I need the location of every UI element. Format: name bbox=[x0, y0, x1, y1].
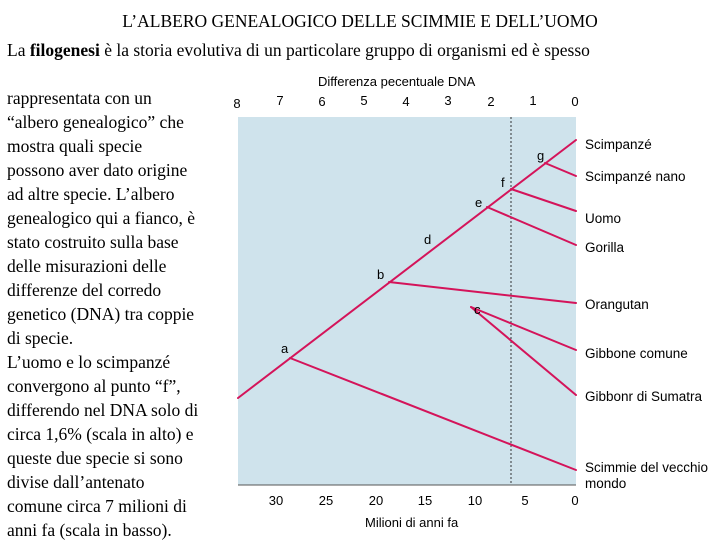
side-text-line: differendo nel DNA solo di bbox=[7, 400, 199, 420]
species-label-scimmie-vecchio-mondo-line2: mondo bbox=[585, 476, 627, 491]
node-label-a: a bbox=[281, 341, 289, 356]
node-label-b: b bbox=[377, 267, 385, 282]
top-tick: 7 bbox=[276, 93, 284, 108]
bottom-tick: 30 bbox=[268, 493, 284, 508]
node-label-c: c bbox=[474, 302, 481, 317]
side-text-line: anni fa (scala in basso). bbox=[7, 520, 172, 540]
intro-after: è la storia evolutiva di un particolare gruppo di organismi ed è spesso bbox=[99, 40, 590, 60]
side-text-line: genealogico qui a fianco, è bbox=[7, 208, 196, 228]
top-tick: 1 bbox=[529, 93, 537, 108]
page-title: L’ALBERO GENEALOGICO DELLE SCIMMIE E DELL’UOMO bbox=[122, 11, 598, 31]
bottom-tick: 25 bbox=[318, 493, 334, 508]
node-label-e: e bbox=[475, 195, 483, 210]
node-label-g: g bbox=[537, 148, 545, 163]
top-tick: 3 bbox=[444, 93, 452, 108]
top-tick: 5 bbox=[360, 93, 368, 108]
side-text-line: delle misurazioni delle bbox=[7, 256, 167, 276]
top-tick: 0 bbox=[571, 94, 579, 109]
side-text-line: di specie. bbox=[7, 328, 74, 348]
species-label-gorilla: Gorilla bbox=[585, 240, 625, 255]
side-text-line: divise dall’antenato bbox=[7, 472, 145, 492]
side-text-line: “albero genealogico” che bbox=[7, 112, 184, 132]
species-label-gibbone-sumatra: Gibbonr di Sumatra bbox=[585, 389, 703, 404]
bottom-axis-title: Milioni di anni fa bbox=[365, 515, 459, 530]
bottom-tick: 0 bbox=[571, 493, 579, 508]
side-text-line: L’uomo e lo scimpanzé bbox=[7, 352, 171, 372]
bottom-tick: 20 bbox=[368, 493, 384, 508]
side-text-line: mostra quali specie bbox=[7, 136, 143, 156]
side-text-line: possono aver dato origine bbox=[7, 160, 188, 180]
side-text-line: convergono al punto “f”, bbox=[7, 376, 181, 396]
top-axis-title: Differenza pecentuale DNA bbox=[318, 74, 476, 89]
side-text-line: circa 1,6% (scala in alto) e bbox=[7, 424, 194, 444]
side-text-line: comune circa 7 milioni di bbox=[7, 496, 187, 516]
side-text-line: differenze del corredo bbox=[7, 280, 162, 300]
node-label-d: d bbox=[424, 232, 432, 247]
bottom-tick: 15 bbox=[417, 493, 433, 508]
intro-before: La bbox=[7, 40, 30, 60]
species-label-scimpanze-nano: Scimpanzé nano bbox=[585, 169, 686, 184]
side-text-line: queste due specie si sono bbox=[7, 448, 183, 468]
top-tick: 6 bbox=[318, 94, 326, 109]
side-text-line: stato costruito sulla base bbox=[7, 232, 179, 252]
intro-term-filogenesi: filogenesi bbox=[29, 40, 100, 60]
species-label-orangutan: Orangutan bbox=[585, 297, 649, 312]
bottom-tick: 10 bbox=[467, 493, 483, 508]
species-label-scimpanze: Scimpanzé bbox=[585, 137, 652, 152]
node-label-f: f bbox=[501, 175, 505, 190]
species-label-gibbone-comune: Gibbone comune bbox=[585, 346, 688, 361]
top-tick: 8 bbox=[233, 96, 241, 111]
side-text-line: rappresentata con un bbox=[7, 88, 152, 108]
species-label-uomo: Uomo bbox=[585, 211, 622, 226]
side-text-line: genetico (DNA) tra coppie bbox=[7, 304, 195, 324]
species-label-scimmie-vecchio-mondo: Scimmie del vecchio bbox=[585, 460, 709, 475]
tree-panel bbox=[238, 117, 576, 485]
top-tick: 2 bbox=[487, 94, 495, 109]
side-text-line: ad altre specie. L’albero bbox=[7, 184, 175, 204]
top-tick: 4 bbox=[402, 94, 410, 109]
bottom-tick: 5 bbox=[521, 493, 529, 508]
